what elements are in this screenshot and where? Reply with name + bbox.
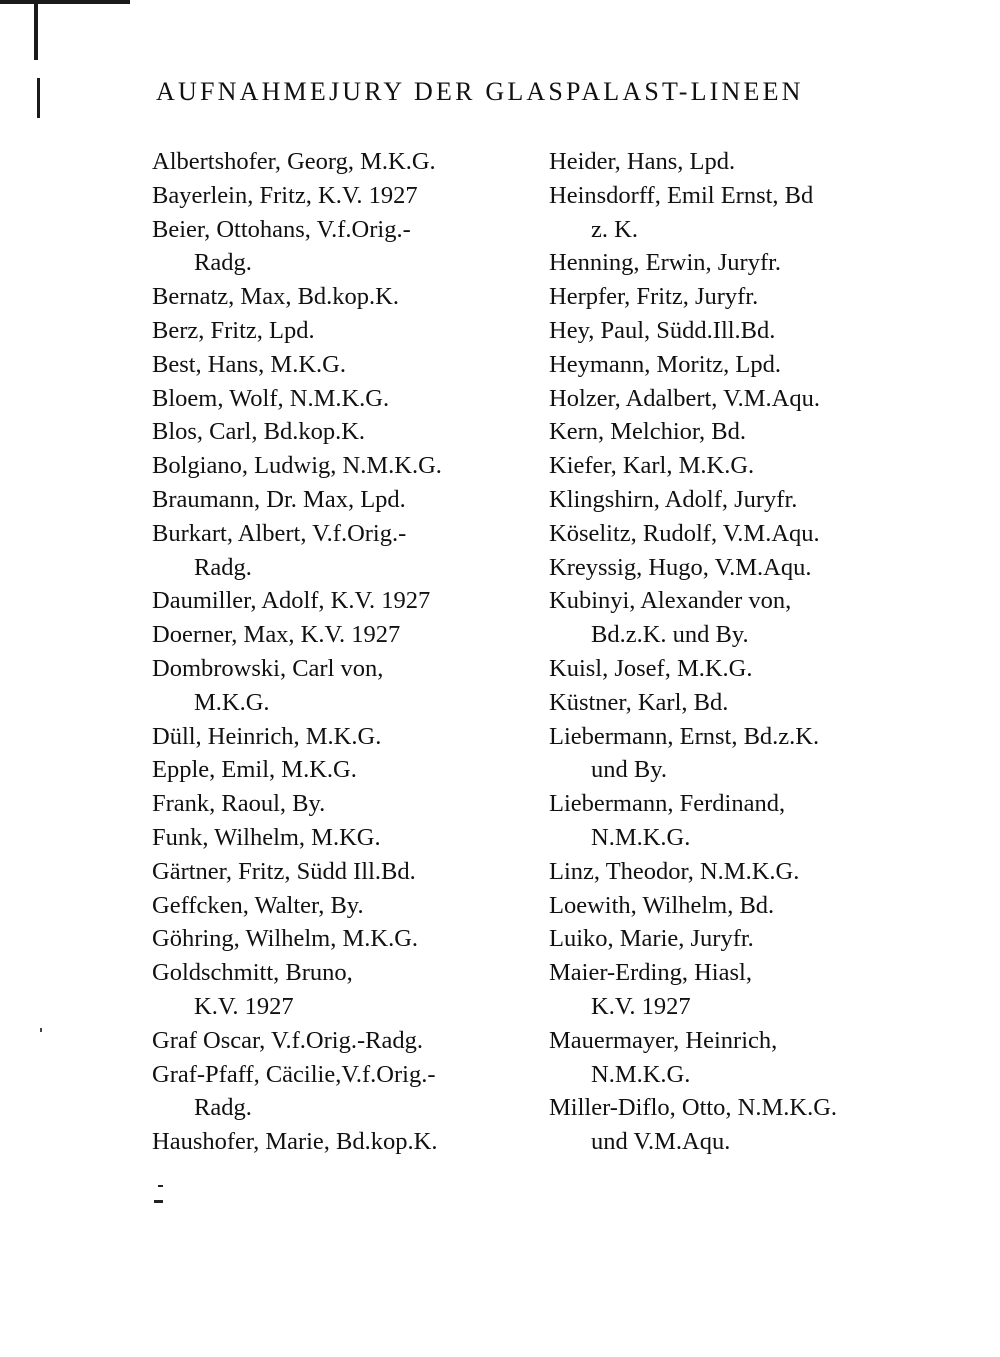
jury-entry [152, 145, 522, 179]
jury-entry [549, 348, 949, 382]
jury-entry-line: Bayerlein, Fritz, K.V. 1927 [152, 181, 418, 209]
jury-entry [152, 821, 522, 855]
jury-entry-continuation: Radg. [194, 553, 252, 581]
jury-entry-line: Miller-Diflo, Otto, N.M.K.G. [549, 1094, 838, 1122]
jury-entry-line: Küstner, Karl, Bd. [549, 688, 729, 716]
jury-entry-line: Haushofer, Marie, Bd.kop.K. [152, 1128, 438, 1156]
jury-entry-line: Heymann, Moritz, Lpd. [549, 350, 782, 378]
jury-entry [152, 584, 522, 618]
jury-entry [549, 145, 949, 179]
jury-entry [152, 449, 522, 483]
jury-entry [152, 855, 522, 889]
jury-entry-line: Epple, Emil, M.K.G. [152, 756, 357, 784]
jury-entry [549, 415, 949, 449]
jury-entry-line: Köselitz, Rudolf, V.M.Aqu. [549, 519, 820, 547]
jury-entry [152, 889, 522, 923]
jury-entry [549, 1091, 949, 1159]
scan-speck [158, 1185, 163, 1187]
jury-entry [152, 179, 522, 213]
jury-entry-line: Goldschmitt, Bruno, [152, 959, 353, 987]
jury-entry-line: Holzer, Adalbert, V.M.Aqu. [549, 384, 820, 412]
jury-entry [152, 415, 522, 449]
jury-entry [549, 922, 949, 956]
jury-entry-line: Düll, Heinrich, M.K.G. [152, 722, 382, 750]
jury-entry-line: Loewith, Wilhelm, Bd. [549, 891, 775, 919]
jury-entry [152, 922, 522, 956]
jury-entry [152, 517, 522, 585]
scan-edge-mark [37, 78, 40, 118]
jury-entry [152, 483, 522, 517]
jury-entry [549, 1024, 949, 1092]
jury-entry-line: Liebermann, Ferdinand, [549, 790, 786, 818]
scan-speck [40, 1028, 42, 1032]
jury-entry-line: Heinsdorff, Emil Ernst, Bd [549, 181, 814, 209]
jury-entry-line: Kuisl, Josef, M.K.G. [549, 654, 753, 682]
jury-entry-line: Kiefer, Karl, M.K.G. [549, 452, 755, 480]
jury-entry-continuation: N.M.K.G. [591, 1060, 691, 1088]
jury-entry [549, 686, 949, 720]
jury-entry-line: Best, Hans, M.K.G. [152, 350, 346, 378]
jury-entry-line: Dombrowski, Carl von, [152, 654, 384, 682]
jury-entry [152, 787, 522, 821]
jury-entry [152, 280, 522, 314]
jury-entry [152, 1125, 522, 1159]
jury-entry-line: Kern, Melchior, Bd. [549, 418, 747, 446]
jury-entry [549, 720, 949, 788]
right-column [549, 145, 949, 1159]
jury-entry [549, 280, 949, 314]
jury-entry [152, 618, 522, 652]
jury-entry-line: Bernatz, Max, Bd.kop.K. [152, 283, 399, 311]
jury-entry-line: Daumiller, Adolf, K.V. 1927 [152, 587, 431, 615]
jury-entry-line: Maier-Erding, Hiasl, [549, 959, 752, 987]
jury-entry-line: Herpfer, Fritz, Juryfr. [549, 283, 759, 311]
jury-entry-continuation: z. K. [591, 215, 638, 243]
jury-entry [549, 449, 949, 483]
jury-entry-line: Burkart, Albert, V.f.Orig.- [152, 519, 407, 547]
jury-entry-line: Heider, Hans, Lpd. [549, 148, 736, 175]
jury-entry-line: Gärtner, Fritz, Südd Ill.Bd. [152, 857, 416, 885]
jury-entry [152, 213, 522, 281]
jury-entry [549, 551, 949, 585]
jury-entry-line: Liebermann, Ernst, Bd.z.K. [549, 722, 820, 750]
jury-entry [152, 956, 522, 1024]
jury-entry [549, 855, 949, 889]
jury-entry-line: Göhring, Wilhelm, M.K.G. [152, 925, 419, 953]
jury-entry-line: Beier, Ottohans, V.f.Orig.- [152, 215, 411, 243]
jury-entry-line: Henning, Erwin, Juryfr. [549, 249, 782, 277]
jury-entry-line: Frank, Raoul, By. [152, 790, 326, 818]
jury-entry [549, 652, 949, 686]
jury-entry-line: Bolgiano, Ludwig, N.M.K.G. [152, 452, 442, 480]
jury-entry [549, 483, 949, 517]
jury-entry-line: Geffcken, Walter, By. [152, 891, 364, 919]
jury-entry [549, 787, 949, 855]
jury-entry-line: Kubinyi, Alexander von, [549, 587, 792, 615]
jury-entry [549, 584, 949, 652]
jury-entry-line: Klingshirn, Adolf, Juryfr. [549, 485, 798, 513]
jury-entry-line: Albertshofer, Georg, M.K.G. [152, 148, 436, 175]
jury-entry [152, 382, 522, 416]
scan-edge-mark [34, 0, 38, 60]
jury-entry [152, 1058, 522, 1126]
jury-entry-line: Bloem, Wolf, N.M.K.G. [152, 384, 390, 412]
jury-entry-continuation: Radg. [194, 249, 252, 277]
jury-entry-line: Mauermayer, Heinrich, [549, 1026, 778, 1054]
scan-edge-mark [0, 0, 130, 4]
jury-entry-continuation: und By. [591, 756, 668, 784]
jury-entry [549, 956, 949, 1024]
jury-entry [152, 720, 522, 754]
jury-entry [549, 382, 949, 416]
jury-entry-line: Kreyssig, Hugo, V.M.Aqu. [549, 553, 812, 581]
jury-entry-line: Linz, Theodor, N.M.K.G. [549, 857, 800, 885]
jury-entry [152, 314, 522, 348]
jury-entry [549, 889, 949, 923]
jury-entry [152, 753, 522, 787]
jury-entry-line: Berz, Fritz, Lpd. [152, 316, 315, 344]
jury-entry-line: Hey, Paul, Südd.Ill.Bd. [549, 316, 776, 344]
jury-entry-line: Funk, Wilhelm, M.KG. [152, 823, 381, 851]
jury-entry-line: Luiko, Marie, Juryfr. [549, 925, 754, 953]
scan-speck [154, 1200, 163, 1203]
jury-entry-continuation: Bd.z.K. und By. [591, 621, 749, 649]
jury-entry-continuation: K.V. 1927 [591, 992, 691, 1020]
jury-entry [152, 1024, 522, 1058]
jury-entry-line: Blos, Carl, Bd.kop.K. [152, 418, 366, 446]
jury-entry-continuation: und V.M.Aqu. [591, 1128, 731, 1156]
left-column [152, 145, 522, 1159]
jury-entry-continuation: K.V. 1927 [194, 992, 294, 1020]
jury-entry-continuation: N.M.K.G. [591, 823, 691, 851]
jury-entry-line: Doerner, Max, K.V. 1927 [152, 621, 401, 649]
jury-entry-line: Braumann, Dr. Max, Lpd. [152, 485, 406, 513]
running-head: AUFNAHMEJURY DER GLASPALAST-LINEEN [156, 77, 804, 106]
jury-entry-line: Graf-Pfaff, Cäcilie,V.f.Orig.- [152, 1060, 436, 1088]
jury-entry [549, 314, 949, 348]
jury-entry-continuation: Radg. [194, 1094, 252, 1122]
jury-entry [549, 179, 949, 247]
jury-entry-line: Graf Oscar, V.f.Orig.-Radg. [152, 1026, 423, 1054]
jury-entry [549, 246, 949, 280]
jury-entry [152, 348, 522, 382]
jury-entry [152, 652, 522, 720]
jury-entry [549, 517, 949, 551]
jury-entry-continuation: M.K.G. [194, 688, 270, 716]
